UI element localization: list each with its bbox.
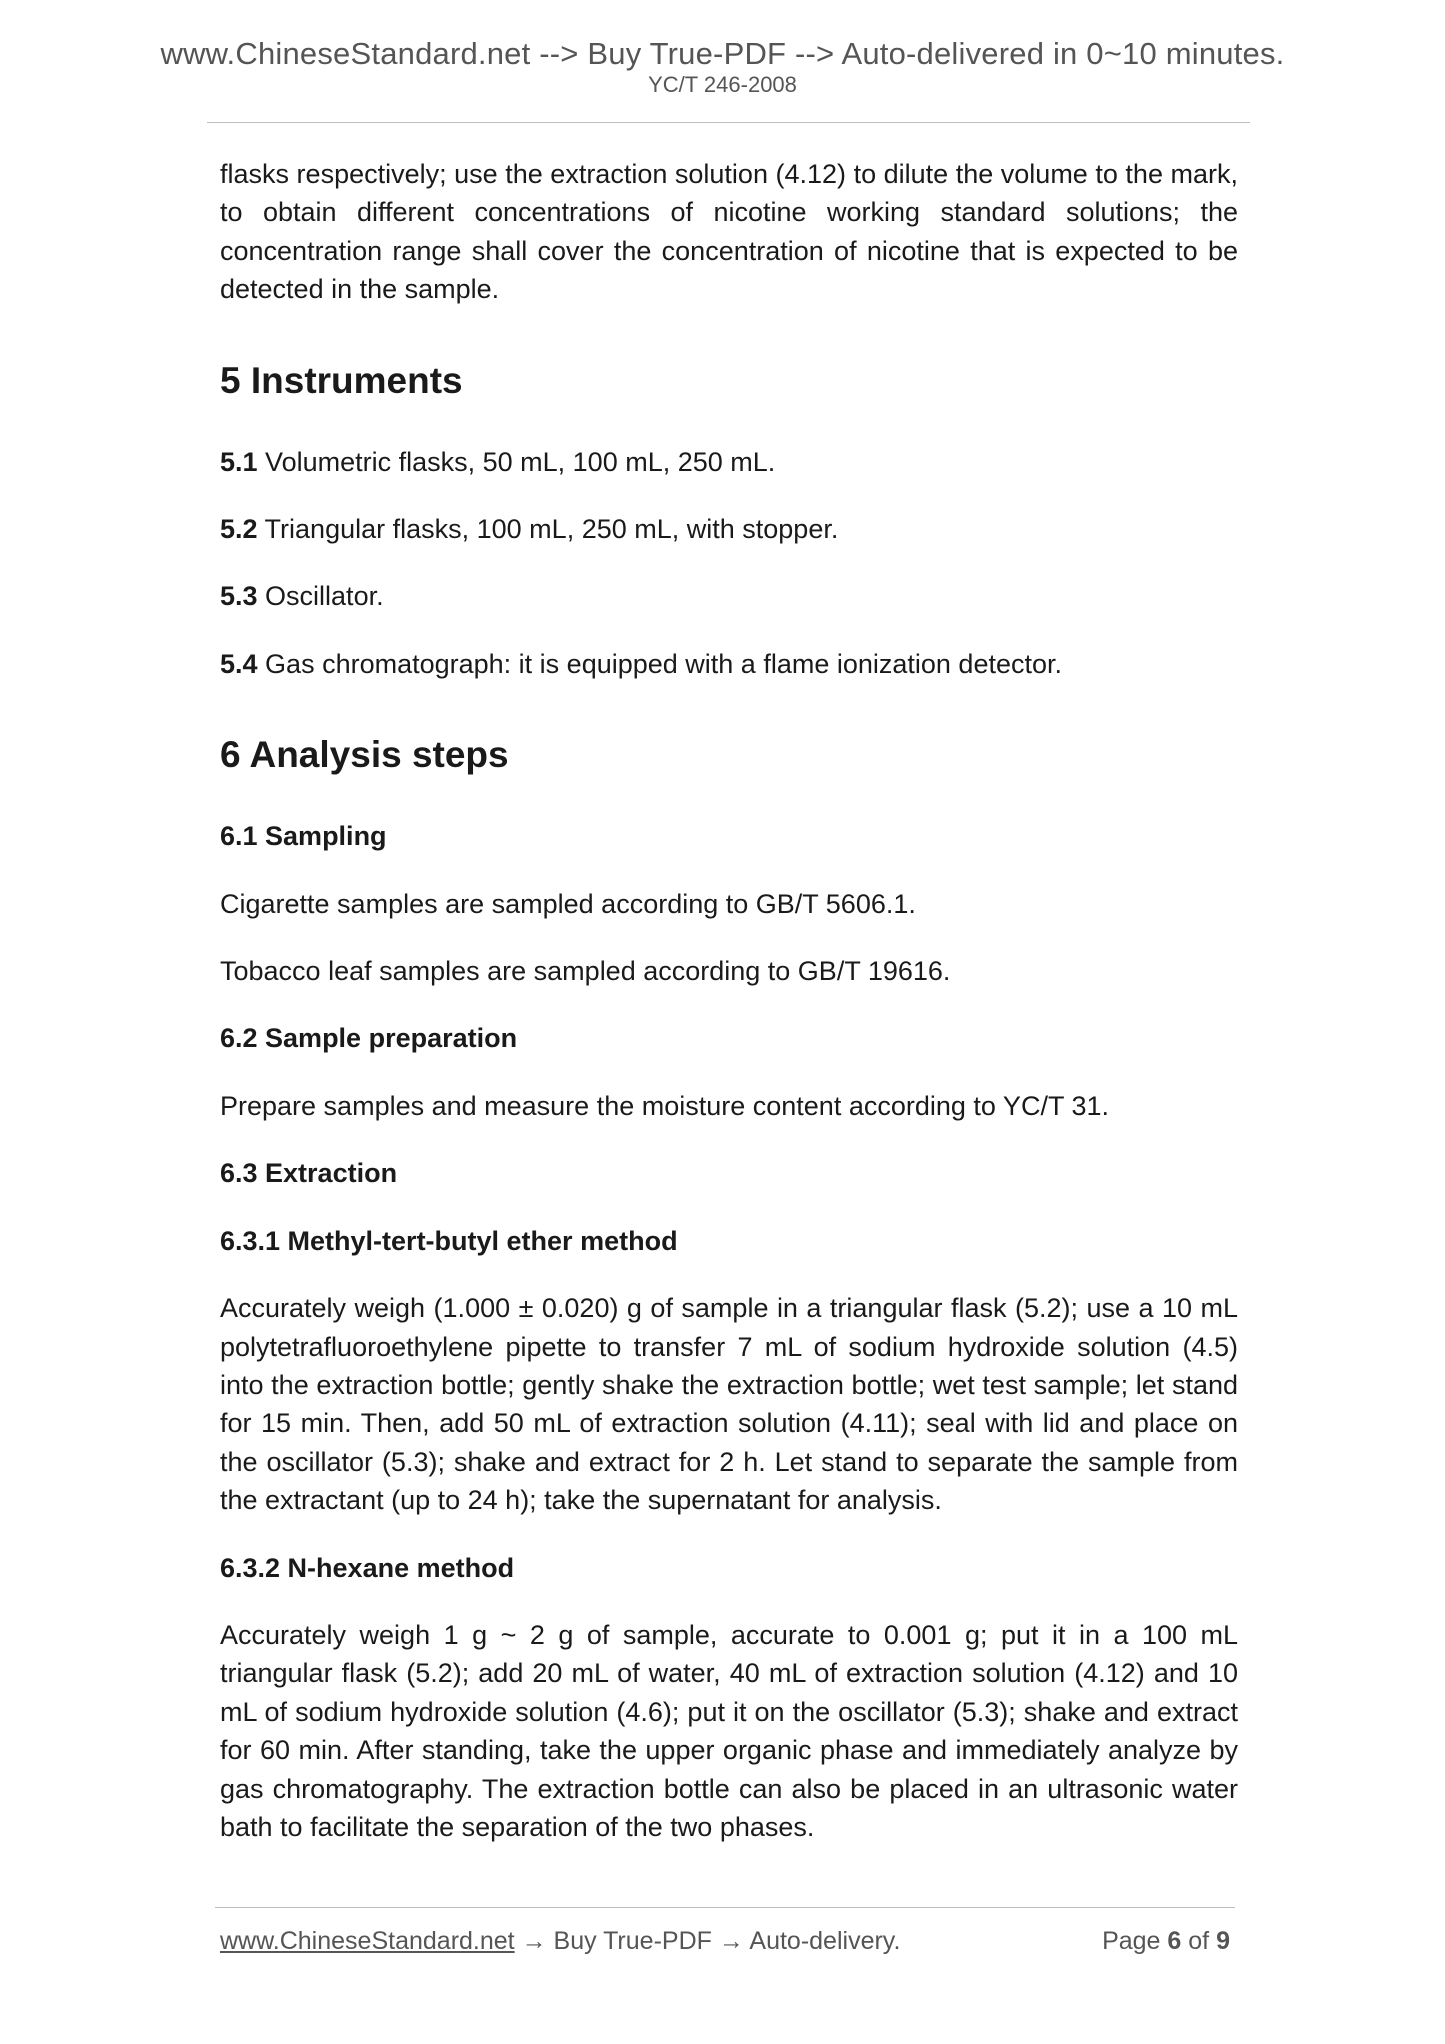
footer-site-link[interactable]: www.ChineseStandard.net (220, 1927, 515, 1955)
section-6-1-heading: 6.1 Sampling (220, 821, 387, 852)
page-content (220, 155, 1238, 1875)
standard-code: YC/T 246-2008 (648, 72, 797, 97)
n-hexane-method-paragraph: Accurately weigh 1 g ~ 2 g of sample, accurate to 0.001 g; put it in a 100 mL triangular flask (5.2); add 20 mL of water, 40 mL of extraction solution (4.12) and 10 mL of sodium hydroxide solution (4.6); put it on the oscillator (5.3); shake and extract for 60 min. After standing, take the upper organic phase and immediately analyze by gas chromatography. The extraction bottle can also be placed in an ultrasonic water bath to facilitate the separation of the two phases. (220, 1619, 1238, 1842)
item-text: Triangular flasks, 100 mL, 250 mL, with stopper. (257, 514, 839, 545)
item-5-1 (220, 443, 1238, 481)
item-text: Oscillator. (257, 581, 384, 612)
page-of-label: of (1188, 1927, 1210, 1955)
item-text: Gas chromatograph: it is equipped with a flame ionization detector. (257, 648, 1062, 679)
page-number (1102, 1926, 1230, 1956)
header-divider (207, 122, 1250, 123)
footer-tagline: → Buy True-PDF → Auto-delivery. (514, 1927, 901, 1955)
item-number: 5.4 (220, 648, 258, 679)
item-number: 5.1 (220, 446, 258, 477)
section-6-3-heading: 6.3 Extraction (220, 1158, 398, 1189)
mtbe-method-paragraph: Accurately weigh (1.000 ± 0.020) g of sample in a triangular flask (5.2); use a 10 mL polytetrafluoroethylene pipette to transfer 7 mL of sodium hydroxide solution (4.5) into the extraction bottle; gently shake the extraction bottle; wet test sample; let stand for 15 min. Then, add 50 mL of extraction solution (4.11); seal with lid and place on the oscillator (5.3); shake and extract for 2 h. Let stand to separate the sample from the extractant (up to 24 h); take the supernatant for analysis. (220, 1293, 1238, 1516)
footer-left (220, 1926, 900, 1956)
current-page: 6 (1167, 1927, 1182, 1955)
item-number: 5.3 (220, 581, 258, 612)
section-6-2-heading: 6.2 Sample preparation (220, 1023, 518, 1054)
page-label: Page (1102, 1927, 1161, 1955)
item-5-4 (220, 645, 1238, 683)
item-text: Volumetric flasks, 50 mL, 100 mL, 250 mL. (257, 446, 776, 477)
section-6-3-1-heading: 6.3.1 Methyl-tert-butyl ether method (220, 1225, 678, 1256)
sample-preparation-paragraph: Prepare samples and measure the moisture content according to YC/T 31. (220, 1090, 1109, 1121)
section-6-3-2-heading: 6.3.2 N-hexane method (220, 1552, 515, 1583)
total-pages: 9 (1216, 1927, 1230, 1955)
intro-paragraph: flasks respectively; use the extraction solution (4.12) to dilute the volume to the mark, to obtain different concentrations of nicotine working standard solutions; the concentration range shall cover the concentration of nicotine that is expected to be detected in the sample. (220, 159, 1238, 305)
item-number: 5.2 (220, 514, 258, 545)
item-5-2 (220, 510, 1238, 548)
section-6-heading: 6 Analysis steps (220, 734, 509, 776)
section-5-heading: 5 Instruments (220, 359, 463, 401)
footer-divider (215, 1907, 1235, 1908)
item-5-3 (220, 577, 1238, 615)
sampling-paragraph-2: Tobacco leaf samples are sampled according to GB/T 19616. (220, 956, 951, 987)
sampling-paragraph-1: Cigarette samples are sampled according to GB/T 5606.1. (220, 888, 916, 919)
top-banner: www.ChineseStandard.net --> Buy True-PDF --> Auto-delivered in 0~10 minutes. (160, 36, 1285, 71)
